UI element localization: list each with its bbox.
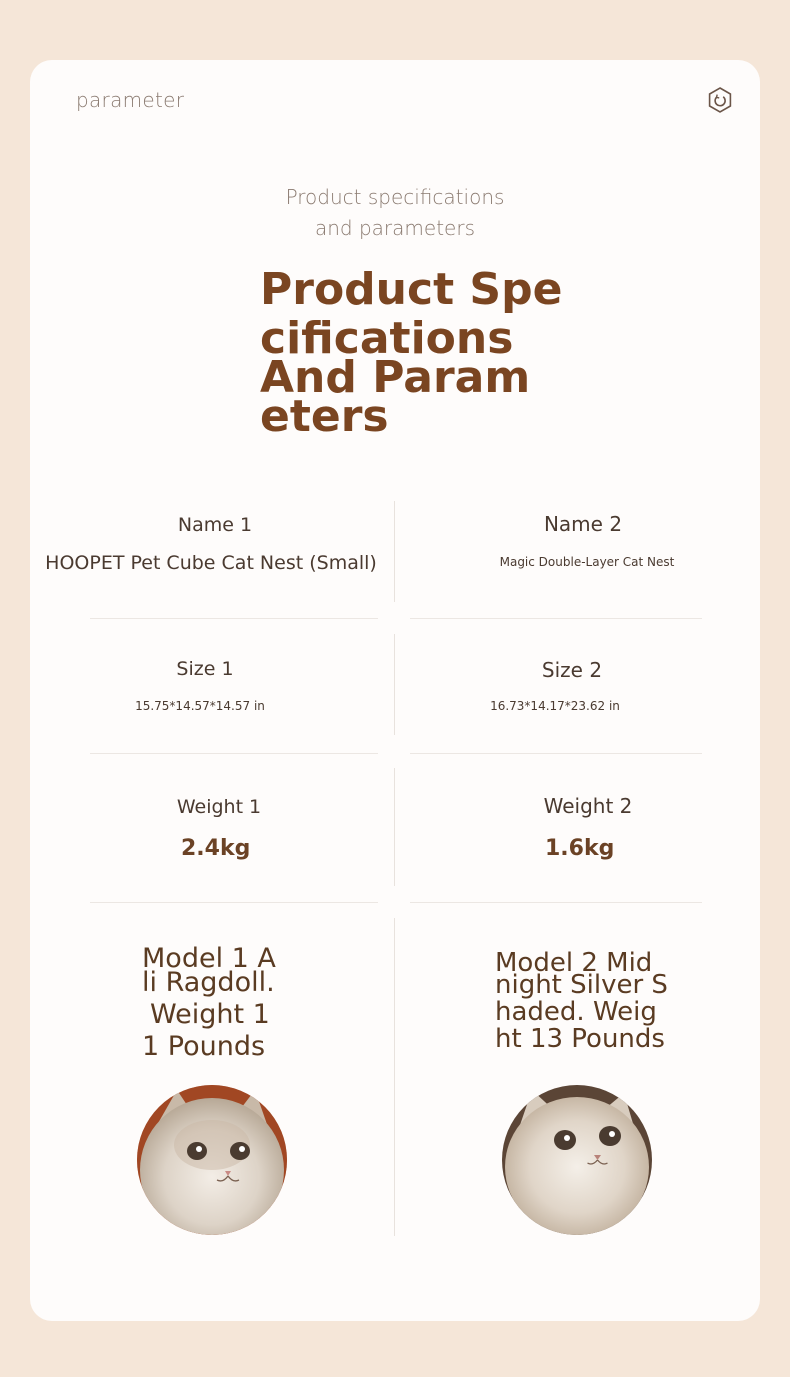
model-1-description	[142, 945, 276, 1061]
row-divider	[410, 902, 702, 903]
size-2-label: Size 2	[541, 658, 603, 682]
name-1-value: HOOPET Pet Cube Cat Nest (Small)	[45, 552, 377, 574]
title-line: cifications	[260, 313, 514, 364]
row-divider	[90, 902, 378, 903]
weight-1-value: 2.4kg	[181, 836, 251, 861]
row-divider	[410, 753, 702, 754]
spec-card	[30, 60, 760, 1321]
ragdoll-cat-photo	[137, 1085, 287, 1235]
row-divider	[90, 753, 378, 754]
size-2-value: 16.73*14.17*23.62 in	[490, 699, 620, 713]
weight-2-label: Weight 2	[543, 794, 633, 818]
subtitle-line-2: and parameters	[315, 216, 475, 240]
model-line: li Ragdoll.	[142, 967, 275, 998]
row-divider	[90, 618, 378, 619]
silver-shaded-cat-photo	[502, 1085, 652, 1235]
column-divider	[394, 918, 395, 1236]
model-line: Model 2 Mid	[495, 948, 653, 978]
size-1-value: 15.75*14.57*14.57 in	[135, 699, 265, 713]
hexagon-refresh-icon[interactable]	[705, 85, 735, 115]
name-1-label: Name 1	[177, 514, 253, 536]
model-line: Weight 1	[150, 999, 270, 1030]
model-line: 1 Pounds	[142, 1031, 266, 1062]
model-line: ht 13 Pounds	[495, 1024, 665, 1054]
column-divider	[394, 634, 395, 735]
name-2-value: Magic Double-Layer Cat Nest	[499, 555, 675, 569]
column-divider	[394, 501, 395, 602]
model-line: Model 1 A	[142, 943, 276, 974]
section-label: parameter	[76, 88, 185, 112]
model-line: night Silver S	[495, 970, 668, 1000]
weight-2-value: 1.6kg	[545, 836, 615, 861]
subtitle-line-1: Product specifications	[285, 185, 505, 209]
weight-1-label: Weight 1	[176, 796, 262, 818]
column-divider	[394, 768, 395, 886]
title-line: eters	[260, 391, 389, 442]
page-title	[260, 264, 563, 442]
model-2-description	[495, 950, 668, 1052]
model-line: haded. Weig	[495, 997, 657, 1027]
title-line: Product Spe	[260, 264, 563, 315]
title-line: And Param	[260, 352, 531, 403]
size-1-label: Size 1	[176, 658, 234, 680]
name-2-label: Name 2	[543, 512, 623, 536]
row-divider	[410, 618, 702, 619]
